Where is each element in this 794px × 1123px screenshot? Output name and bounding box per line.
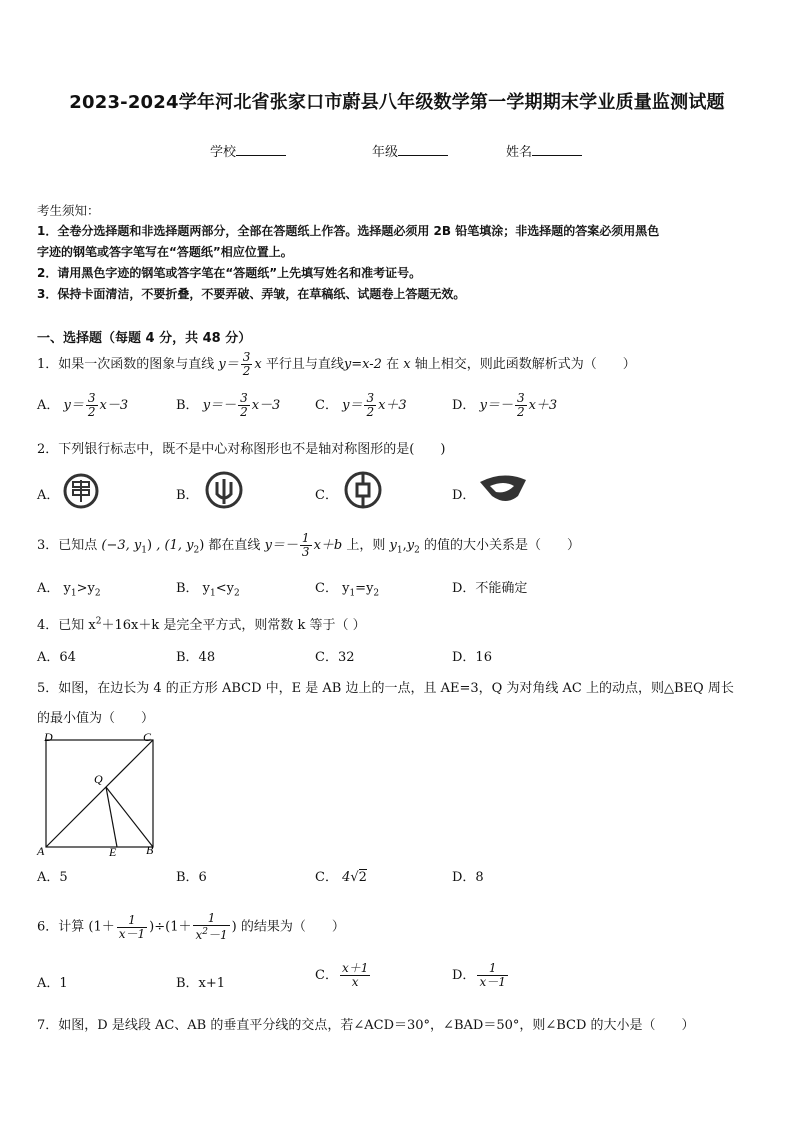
q6-f1-num: 1: [117, 914, 147, 928]
q3-c-tail: =y: [355, 581, 374, 596]
q6-f2-num: 1: [193, 912, 229, 926]
q3-stem-part-b: 都在直线: [208, 538, 261, 553]
q6-d-den: x－1: [479, 975, 506, 989]
q1-line-expr: y=x-2: [343, 357, 382, 372]
q1-a-frac: [86, 392, 98, 419]
q1-c-tail: x＋3: [378, 398, 407, 413]
q3-a-sub2: 2: [94, 588, 101, 599]
sqrt-icon: √: [350, 870, 359, 885]
school-field: [210, 141, 286, 160]
q3-a-sub1: 1: [70, 588, 77, 599]
q3-y2: y: [406, 538, 415, 553]
q1-option-a[interactable]: [37, 392, 128, 419]
q6-f2-den-x: x: [195, 928, 203, 942]
q6-stem-part-a: 6．计算: [37, 919, 85, 935]
q1-y-eq: y＝: [218, 357, 239, 372]
q6-d-num: 1: [477, 962, 507, 976]
question-5-stem-b: 的最小值为（ ）: [37, 711, 155, 726]
q1-stem-part-d: 轴上相交，则此函数解析式为（ ）: [414, 357, 636, 372]
q3-frac-den: 3: [301, 545, 310, 559]
q3-b-tail: <y: [215, 581, 235, 596]
vertex-d-label: D: [44, 730, 53, 744]
segment-qb: [106, 787, 153, 847]
question-2-stem: 2．下列银行标志中，既不是中心对称图形也不是轴对称图形的是( ): [37, 442, 446, 457]
q1-b-num: 3: [240, 391, 248, 405]
q6-expr-open: (1＋: [88, 919, 115, 935]
q3-stem-part-d: 的值的大小关系是（ ）: [423, 538, 580, 553]
q1-stem-part-a: 1．如果一次函数的图象与直线: [37, 357, 215, 372]
question-6-stem: [37, 912, 345, 942]
school-label: 学校: [210, 145, 237, 160]
q1-stem-part-c: 在: [386, 357, 400, 372]
bank-logo-c-icon: [343, 470, 383, 510]
q1-c-num: 3: [366, 391, 375, 405]
q6-option-c[interactable]: [315, 962, 372, 989]
q1-b-y: y＝－: [202, 398, 237, 413]
q1-c-frac: [364, 392, 376, 419]
q3-stem-part-a: 3．已知点: [37, 538, 98, 553]
page-title: 2023-2024学年河北省张家口市蔚县八年级数学第一学期期末学业质量监测试题: [69, 92, 725, 113]
q3-c-sub1: 1: [349, 588, 356, 599]
section-heading: 一、选择题（每题 4 分，共 48 分）: [37, 331, 252, 346]
q6-d-fraction: [477, 962, 507, 989]
q5-option-c-label: C．: [315, 870, 338, 885]
q1-stem-part-b: 平行且与直线: [265, 357, 344, 372]
q1-axis-x: x: [403, 357, 411, 372]
q1-b-frac: [238, 392, 250, 419]
q2-option-d-label: D．: [452, 488, 476, 503]
q4-sup: 2: [95, 616, 102, 627]
q1-d-frac: [515, 392, 527, 419]
q2-option-a-label: A．: [37, 488, 60, 503]
q1-option-c[interactable]: [315, 392, 407, 419]
q5-option-d[interactable]: D．8: [452, 870, 484, 885]
q1-option-b-label: B．: [176, 398, 199, 413]
grade-field: [372, 141, 448, 160]
q5-option-b[interactable]: B．6: [176, 870, 207, 885]
q4-option-b[interactable]: B．48: [176, 650, 216, 665]
q1-a-den: 2: [87, 405, 96, 419]
segment-qe: [106, 787, 117, 847]
question-4-stem: [37, 614, 366, 633]
point-q-label: Q: [94, 772, 103, 786]
exam-notice: [37, 200, 759, 305]
notice-item-3: 3．保持卡面清洁，不要折叠，不要弄破、弄皱，在草稿纸、试题卷上答题无效。: [37, 287, 466, 301]
q6-f2-den: [193, 926, 229, 942]
q3-c-sub2: 2: [373, 588, 380, 599]
name-field: [506, 141, 582, 160]
q3-option-b[interactable]: [176, 577, 240, 599]
q1-d-den: 2: [516, 405, 525, 419]
q1-d-y: y＝－: [479, 398, 513, 413]
vertex-c-label: C: [143, 730, 152, 744]
q3-y2-sub: 2: [414, 545, 420, 556]
q3-option-a[interactable]: [37, 577, 101, 599]
q3-y-eq: y＝－: [264, 538, 298, 553]
q1-c-den: 2: [366, 405, 375, 419]
q3-b-sub2: 2: [234, 588, 240, 599]
q2-option-c-label: C．: [315, 488, 338, 503]
q3-a-text: A． y: [37, 581, 71, 596]
q5-c-coef: 4: [342, 870, 351, 885]
q2-option-c[interactable]: [315, 484, 338, 503]
q3-y1-sub: 1: [396, 545, 403, 556]
question-3-stem: 3．已知点 (−3, $y_1$) , (1, $y_2$) 都在直线 y＝－ $\frac{1}{3}$ x＋b 上，则 $y_1,y_2$ 的值的大小关系是（ ）: [37, 531, 580, 559]
name-blank: [532, 143, 582, 156]
q3-option-d[interactable]: D．不能确定: [452, 581, 528, 596]
q1-option-b[interactable]: [176, 392, 280, 419]
diagonal-ac: [46, 740, 153, 847]
q5-option-a[interactable]: A．5: [37, 870, 68, 885]
q3-b-text: B． y: [176, 581, 211, 596]
q3-frac-num: 1: [301, 531, 310, 545]
q3-y1: y: [389, 538, 397, 553]
q4-option-d[interactable]: D．16: [452, 650, 492, 665]
q6-option-d-label: D．: [452, 968, 476, 983]
q6-c-den: x: [351, 975, 359, 989]
q2-option-b[interactable]: [176, 484, 199, 503]
q5-square-diagram: [35, 728, 165, 860]
q6-option-c-label: C．: [315, 968, 338, 983]
name-label: 姓名: [506, 145, 533, 160]
school-blank: [236, 143, 286, 156]
q5-option-c[interactable]: [315, 866, 367, 885]
q3-x-b: x＋b: [313, 538, 343, 553]
q4-stem-part-b: ＋16x＋k 是完全平方式，则常数 k 等于（ ）: [101, 618, 366, 633]
bank-logo-b-icon: [204, 470, 244, 510]
q1-a-tail: x－3: [99, 398, 129, 413]
bank-logo-d-icon: [478, 472, 528, 506]
vertex-a-label: A: [37, 844, 45, 858]
q1-option-c-label: C．: [315, 398, 338, 413]
q2-option-d[interactable]: [452, 484, 475, 503]
q6-c-num: x＋1: [341, 961, 369, 975]
q6-f2-den-sup: 2: [202, 927, 208, 937]
q1-option-d[interactable]: [452, 392, 557, 419]
q3-point-2-sub: 2: [193, 545, 200, 556]
q5-c-radicand: 2: [358, 870, 367, 885]
q2-option-b-label: B．: [176, 488, 199, 503]
q1-x: x: [254, 357, 262, 372]
q1-option-a-label: A．: [37, 398, 60, 413]
q6-stem-part-b: 的结果为（ ）: [240, 919, 345, 935]
q6-fraction-1: [117, 914, 147, 941]
question-7-stem: 7．如图，D 是线段 AC、AB 的垂直平分线的交点，若∠ACD＝30°，∠BAD＝50°，则∠BCD 的大小是（ ）: [37, 1018, 695, 1033]
q3-b-sub1: 1: [210, 588, 216, 599]
q1-a-num: 3: [87, 391, 96, 405]
q6-f1-den: x－1: [118, 926, 146, 941]
q1-option-d-label: D．: [452, 398, 476, 413]
q1-frac-den: 2: [242, 364, 251, 378]
q3-point-1: (−3, y: [101, 538, 142, 553]
q1-d-num: 3: [516, 391, 525, 405]
q1-b-tail: x－3: [251, 398, 281, 413]
q6-option-d[interactable]: [452, 962, 510, 989]
notice-item-2: 2．请用黑色字迹的钢笔或答字笔在“答题纸”上先填写姓名和准考证号。: [37, 266, 422, 280]
notice-item-1b: 字迹的钢笔或答字笔写在“答题纸”相应位置上。: [37, 245, 293, 259]
q3-c-text: C． y: [315, 581, 350, 596]
q1-d-tail: x＋3: [528, 398, 558, 413]
q6-option-a[interactable]: A．1: [37, 976, 68, 991]
q6-c-fraction: [340, 962, 370, 989]
q3-point-2: , (1, y: [156, 538, 194, 553]
q3-fraction: [300, 532, 312, 559]
notice-heading: 考生须知：: [37, 203, 100, 218]
q3-a-tail: >y: [76, 581, 95, 596]
q4-option-c[interactable]: C．32: [315, 650, 355, 665]
notice-item-1a: 1．全卷分选择题和非选择题两部分，全部在答题纸上作答。选择题必须用 2B 铅笔填涂；非选择题的答案必须用黑色: [37, 224, 660, 238]
q1-fraction: [241, 351, 253, 378]
q6-divide: )÷(1＋: [149, 919, 192, 935]
q1-b-den: 2: [240, 405, 248, 419]
q1-frac-num: 3: [242, 350, 251, 364]
q2-option-a[interactable]: [37, 484, 59, 503]
q1-a-y: y＝: [63, 398, 84, 413]
q6-fraction-2: [193, 912, 229, 942]
q6-option-b[interactable]: B．x+1: [176, 976, 226, 991]
question-5-stem-a: 5．如图，在边长为 4 的正方形 ABCD 中，E 是 AB 边上的一点，且 AE=3，Q 为对角线 AC 上的动点，则△BEQ 周长: [37, 681, 734, 696]
point-e-label: E: [109, 845, 117, 859]
question-1-stem: [37, 351, 636, 378]
grade-blank: [398, 143, 448, 156]
q1-c-y: y＝: [342, 398, 363, 413]
q3-option-c[interactable]: [315, 577, 379, 599]
q4-stem-part-a: 4．已知 x: [37, 618, 96, 633]
q3-stem-part-c: 上，则: [346, 538, 386, 553]
bank-logo-a-icon: [62, 472, 100, 510]
vertex-b-label: B: [146, 843, 154, 857]
q6-close-paren: ): [231, 919, 237, 935]
q6-f2-den-tail: －1: [208, 928, 228, 942]
q3-point-1-sub: 1: [141, 545, 148, 556]
grade-label: 年级: [372, 145, 399, 160]
q4-option-a[interactable]: A．64: [37, 650, 76, 665]
